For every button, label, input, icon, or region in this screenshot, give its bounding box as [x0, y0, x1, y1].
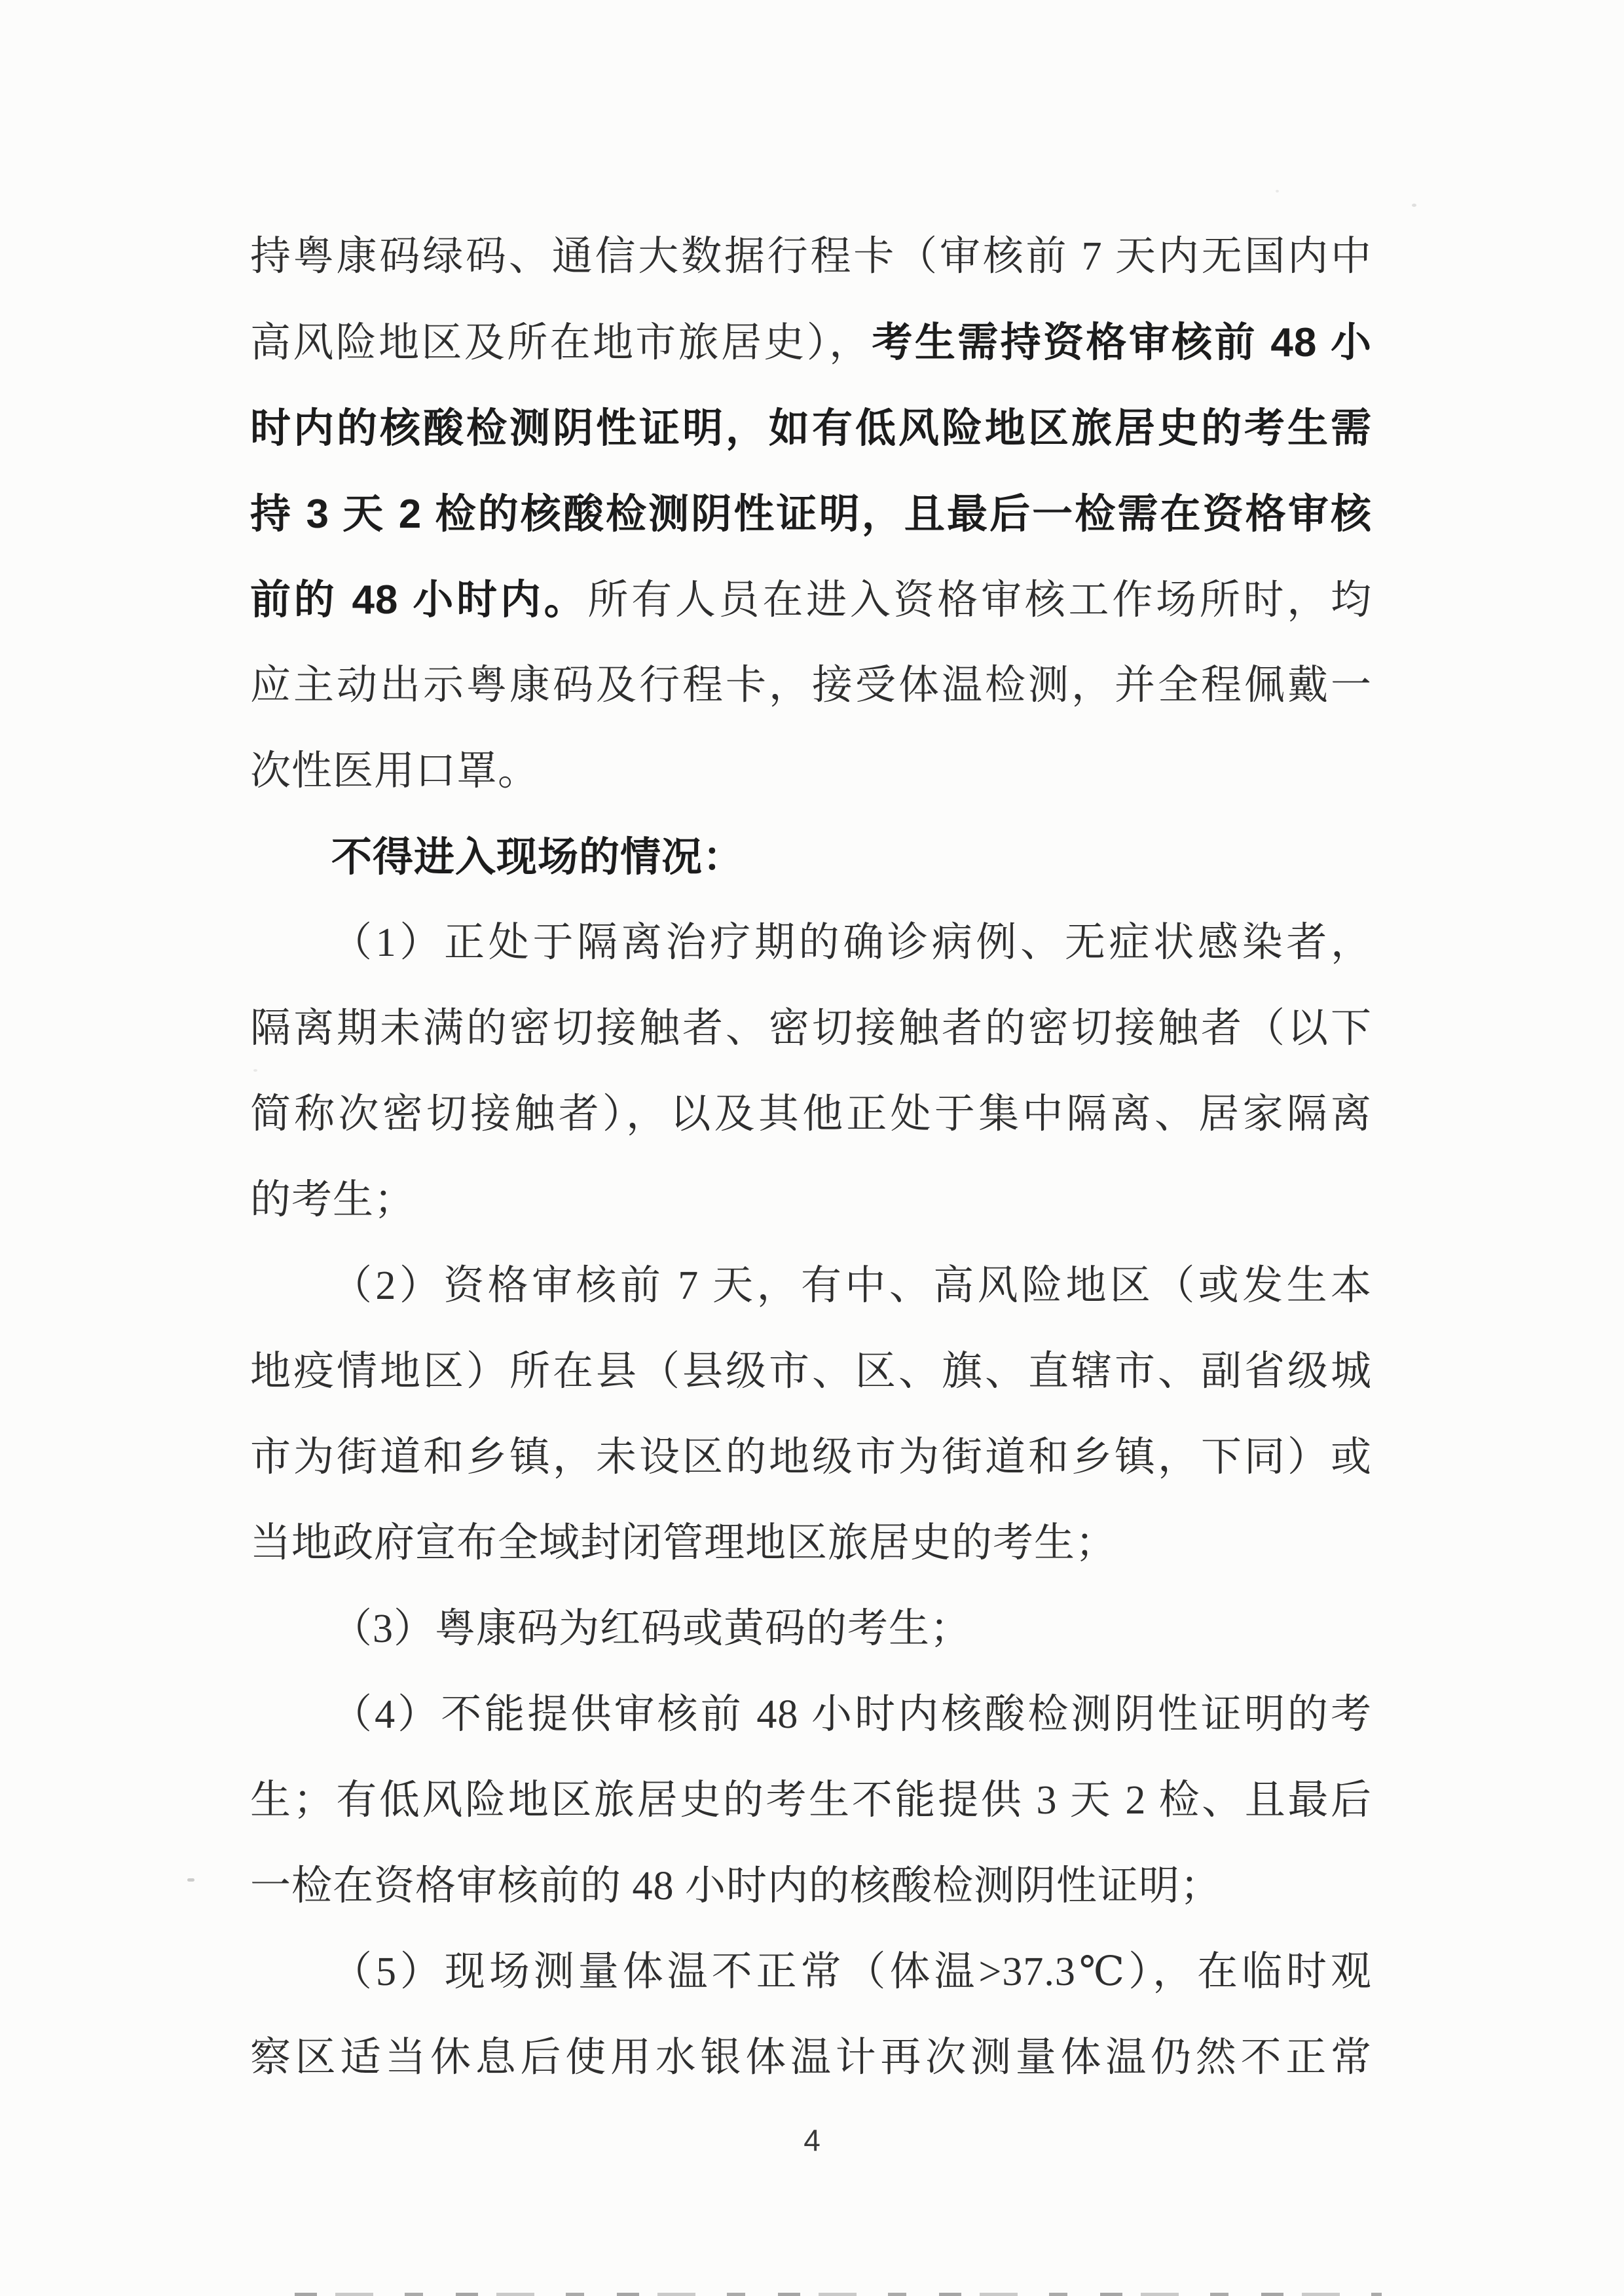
- text-segment: （5）现场测量体温不正常（体温>37.3℃），在临时观: [331, 1950, 1372, 1994]
- text-line: [250, 2015, 1372, 2101]
- text-line: [250, 1243, 1372, 1329]
- scan-speckle: [1012, 1692, 1015, 1695]
- text-segment: 高风险地区及所在地市旅居史），: [250, 321, 872, 365]
- text-line: [250, 1758, 1372, 1844]
- text-segment: 生；有低风险地区旅居史的考生不能提供 3 天 2 检、且最后: [250, 1778, 1372, 1823]
- text-segment: 的考生；: [250, 1178, 416, 1222]
- text-segment: 简称次密切接触者），以及其他正处于集中隔离、居家隔离: [250, 1092, 1372, 1137]
- text-line: [250, 1329, 1372, 1415]
- text-line: [250, 729, 1372, 814]
- text-line: [250, 1586, 1372, 1672]
- text-line: [250, 814, 1372, 900]
- text-line: [250, 471, 1372, 557]
- text-segment-bold: 不得进入现场的情况：: [331, 835, 745, 880]
- text-line: [250, 1415, 1372, 1501]
- text-line: [250, 643, 1372, 729]
- text-block: [250, 214, 1372, 2101]
- page-number: 4: [803, 2123, 821, 2157]
- text-line: [250, 1501, 1372, 1586]
- text-line: [250, 1672, 1372, 1758]
- text-segment: 持粤康码绿码、通信大数据行程卡（审核前 7 天内无国内中: [250, 234, 1372, 279]
- scan-speckle: [1412, 204, 1416, 207]
- text-segment: 地疫情地区）所在县（县级市、区、旗、直辖市、副省级城: [250, 1349, 1372, 1394]
- text-segment: 所有人员在进入资格审核工作场所时，均: [587, 578, 1372, 623]
- text-line: [250, 900, 1372, 986]
- text-segment: 察区适当休息后使用水银体温计再次测量体温仍然不正常: [250, 2035, 1372, 2080]
- text-segment: 市为街道和乡镇，未设区的地级市为街道和乡镇，下同）或: [250, 1435, 1372, 1480]
- text-segment: 一检在资格审核前的 48 小时内的核酸检测阴性证明；: [250, 1864, 1222, 1908]
- text-segment: （2）资格审核前 7 天，有中、高风险地区（或发生本: [331, 1264, 1372, 1308]
- text-line: [250, 386, 1372, 471]
- text-segment: 隔离期未满的密切接触者、密切接触者的密切接触者（以下: [250, 1006, 1372, 1051]
- text-segment: 应主动出示粤康码及行程卡，接受体温检测，并全程佩戴一: [250, 663, 1372, 708]
- text-segment: （1）正处于隔离治疗期的确诊病例、无症状感染者，: [331, 920, 1372, 965]
- scan-speckle: [919, 678, 923, 680]
- text-line: [250, 1929, 1372, 2015]
- text-segment-bold: 持 3 天 2 检的核酸检测阴性证明，且最后一检需在资格审核: [250, 492, 1372, 537]
- scan-artifact-bottom-edge: [295, 2293, 1382, 2296]
- scan-speckle: [253, 1069, 257, 1072]
- text-segment: （3）粤康码为红码或黄码的考生；: [331, 1607, 972, 1651]
- text-segment-bold: 时内的核酸检测阴性证明，如有低风险地区旅居史的考生需: [250, 406, 1372, 451]
- text-segment-bold: 考生需持资格审核前 48 小: [872, 320, 1372, 365]
- scan-speckle: [1276, 190, 1279, 192]
- text-segment: 次性医用口罩。: [250, 749, 540, 793]
- text-line: [250, 1844, 1372, 1929]
- scan-speckle: [187, 1878, 194, 1882]
- text-segment-bold: 前的 48 小时内。: [250, 577, 588, 623]
- text-line: [250, 1157, 1372, 1243]
- text-line: [250, 214, 1372, 300]
- text-line: [250, 300, 1372, 386]
- text-line: [250, 986, 1372, 1072]
- text-line: [250, 557, 1372, 643]
- text-segment: （4）不能提供审核前 48 小时内核酸检测阴性证明的考: [331, 1692, 1372, 1737]
- text-segment: 当地政府宣布全域封闭管理地区旅居史的考生；: [250, 1521, 1117, 1565]
- text-line: [250, 1072, 1372, 1157]
